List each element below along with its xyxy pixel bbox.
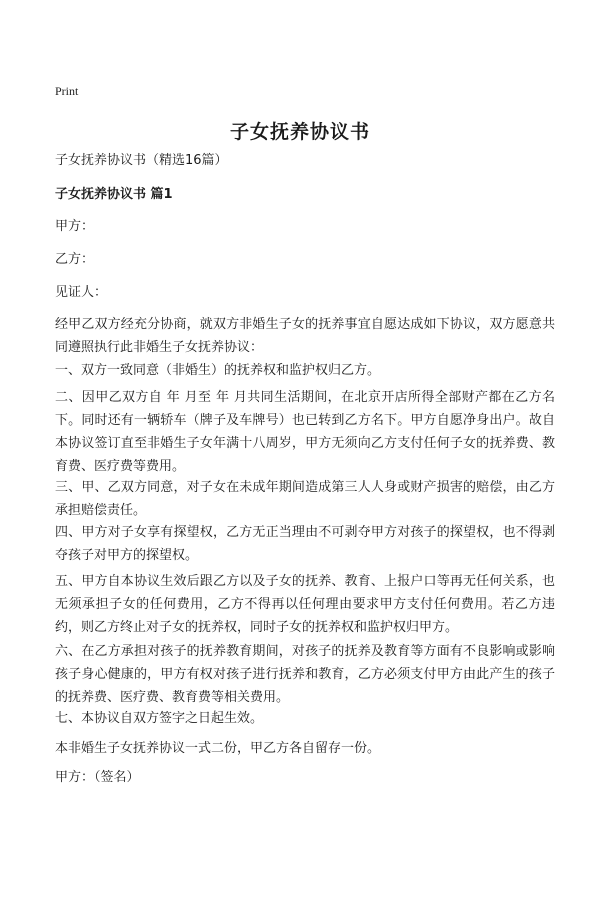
paragraph-clause-2: 二、因甲乙双方自 年 月至 年 月共同生活期间，在北京开店所得全部财产都在乙方名下。同时还有一辆轿车（牌子及车牌号）也已转到乙方名下。甲方自愿净身出户。故自本协议签订直至非婚生子女年满十八周岁，甲方无须向乙方支付任何子女的抚养费、教育费、医疗费等费用。 [55,390,555,474]
signature-line: 甲方：（签名） [55,770,140,785]
paragraph-clause-3: 三、甲、乙双方同意，对子女在未成年期间造成第三人人身或财产损害的赔偿，由乙方承担赔偿责任。 [55,480,555,518]
paragraph-intro: 经甲乙双方经充分协商，就双方非婚生子女的抚养事宜自愿达成如下协议，双方愿意共同遵照执行此非婚生子女抚养协议： [55,317,555,355]
paragraph-clause-1: 一、双方一致同意（非婚生）的抚养权和监护权归乙方。 [55,363,381,378]
paragraph-clause-6: 六、在乙方承担对孩子的抚养教育期间，对孩子的抚养及教育等方面有不良影响或影响孩子身心健康的，甲方有权对孩子进行抚养和教育，乙方必须支付甲方由此产生的孩子的抚养费、医疗费、教育费等相关费用。 [55,644,555,705]
document-title: 子女抚养协议书 [229,121,370,143]
document-subtitle: 子女抚养协议书（精选16篇） [55,153,228,168]
paragraph-copies: 本非婚生子女抚养协议一式二份，甲乙方各自留存一份。 [55,741,381,756]
paragraph-clause-4: 四、甲方对子女享有探望权，乙方无正当理由不可剥夺甲方对孩子的探望权，也不得剥夺孩子对甲方的探望权。 [55,525,555,563]
paragraph-clause-7: 七、本协议自双方签字之日起生效。 [55,711,264,726]
print-label: Print [55,84,79,98]
section-heading: 子女抚养协议书 篇1 [55,187,173,202]
party-a-label: 甲方： [55,219,95,234]
witness-label: 见证人： [55,285,108,300]
party-b-label: 乙方： [55,252,95,267]
paragraph-clause-5: 五、甲方自本协议生效后跟乙方以及子女的抚养、教育、上报户口等再无任何关系，也无须承担子女的任何费用，乙方不得再以任何理由要求甲方支付任何费用。若乙方违约，则乙方终止对子女的抚养权，同时子女的抚养权和监护权归甲方。 [55,574,555,635]
